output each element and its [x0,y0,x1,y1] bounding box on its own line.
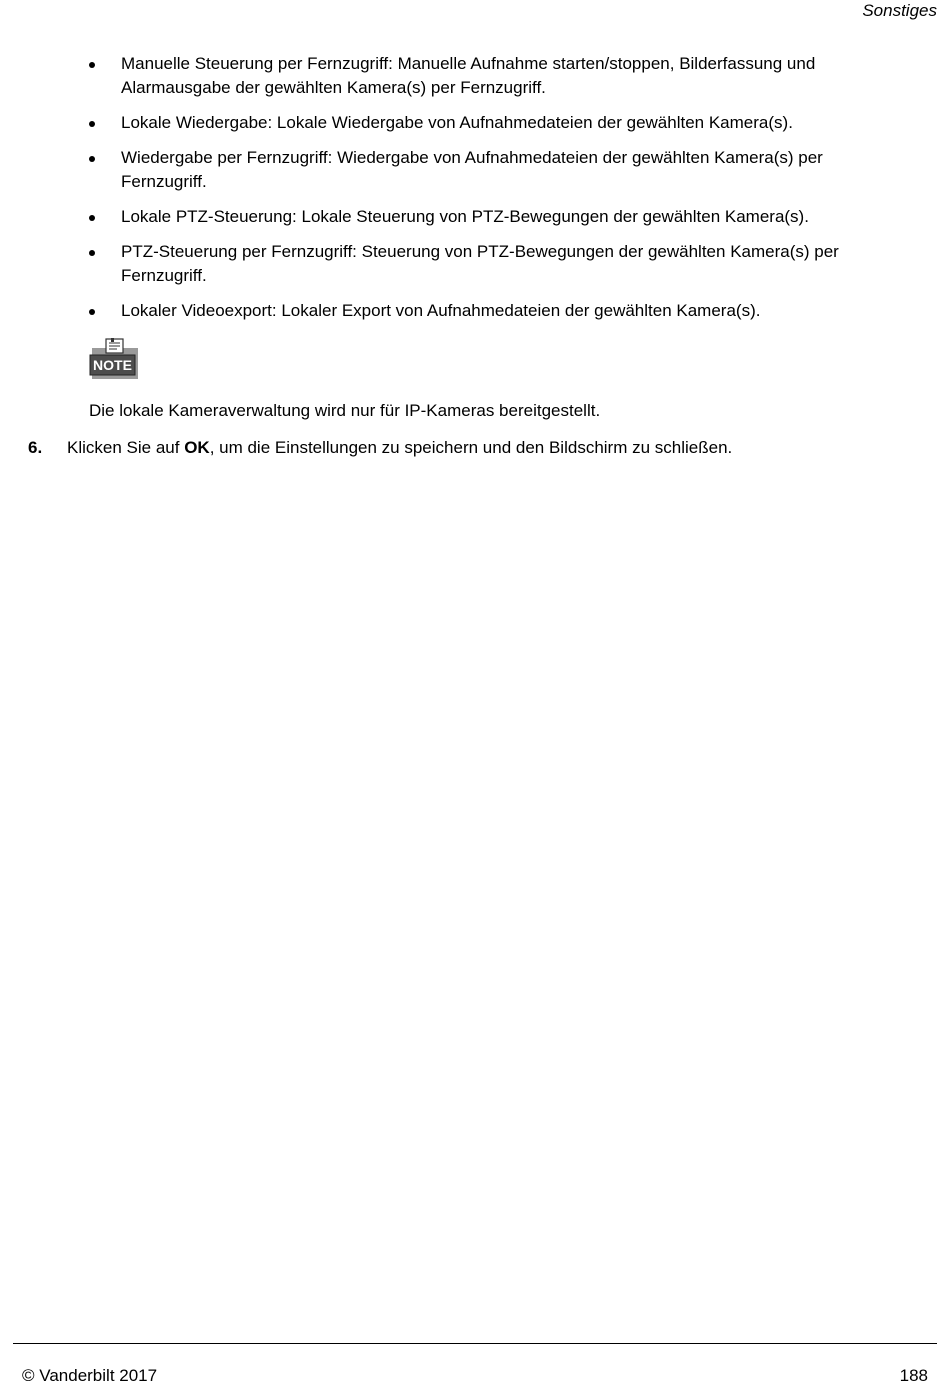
bullet-item [0,146,891,194]
note-icon [89,338,139,380]
bullet-text: Lokale Wiedergabe: Lokale Wiedergabe von Aufnahmedateien der gewählten Kamera(s). [121,113,793,132]
bullet-dot-icon [89,250,95,256]
bullet-text: Lokale PTZ-Steuerung: Lokale Steuerung von PTZ-Bewegungen der gewählten Kamera(s). [121,207,809,226]
bullet-list [0,52,950,334]
bullet-text: PTZ-Steuerung per Fernzugriff: Steuerung von PTZ-Bewegungen der gewählten Kamera(s) per Fernzugriff. [121,242,839,285]
section-header: Sonstiges [862,1,937,20]
step-number: 6. [28,438,43,457]
step-text [67,436,732,460]
bullet-dot-icon [89,309,95,315]
bullet-text: Wiedergabe per Fernzugriff: Wiedergabe von Aufnahmedateien der gewählten Kamera(s) per Fernzugriff. [121,148,823,191]
footer-copyright: © Vanderbilt 2017 [22,1366,158,1385]
step-text-after: , um die Einstellungen zu speichern und den Bildschirm zu schließen. [209,438,733,457]
bullet-item [0,240,891,288]
bullet-dot-icon [89,62,95,68]
bullet-item [0,52,891,100]
bullet-item [0,111,891,135]
ok-label: OK [184,438,210,457]
bullet-dot-icon [89,156,95,162]
bullet-dot-icon [89,215,95,221]
bullet-dot-icon [89,121,95,127]
bullet-text: Manuelle Steuerung per Fernzugriff: Manuelle Aufnahme starten/stoppen, Bilderfassung und Alarmausgabe der gewählten Kamera(s) per Fernzugriff. [121,54,816,97]
footer-divider [13,1343,937,1344]
bullet-item [0,299,891,323]
bullet-text: Lokaler Videoexport: Lokaler Export von Aufnahmedateien der gewählten Kamera(s). [121,301,761,320]
page-number: 188 [899,1366,928,1385]
step-text-before: Klicken Sie auf [67,438,185,457]
note-icon-label: NOTE [93,357,132,373]
bullet-item [0,205,891,229]
note-text: Die lokale Kameraverwaltung wird nur für IP-Kameras bereitgestellt. [89,401,601,420]
